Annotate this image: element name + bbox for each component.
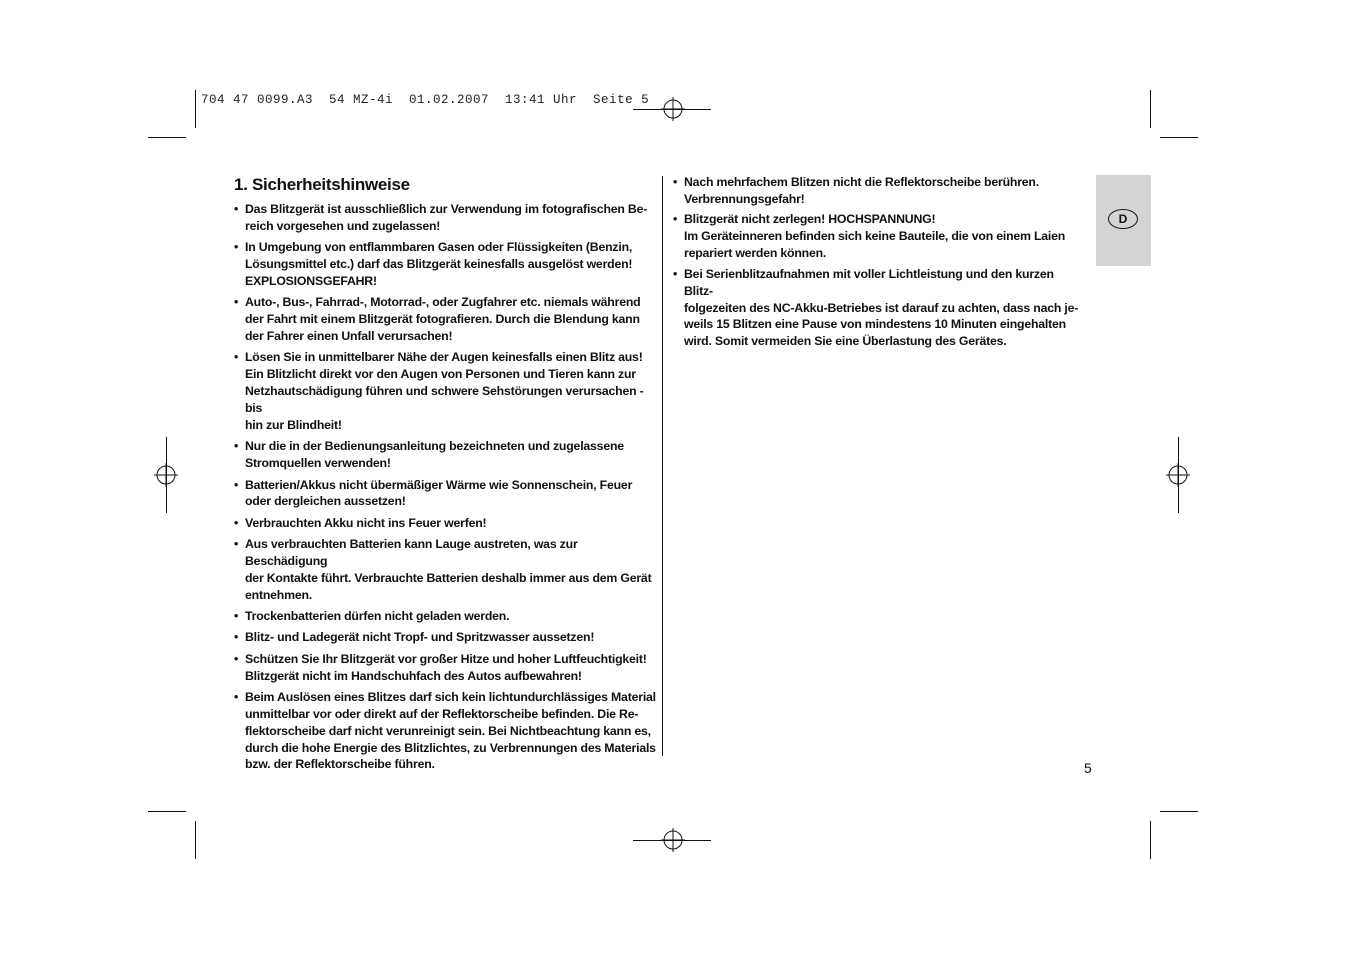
safety-item-line: Das Blitzgerät ist ausschließlich zur Verwendung im fotografischen Be- (245, 202, 648, 216)
safety-item (234, 438, 660, 472)
bullet-icon: • (234, 439, 239, 454)
crop-mark (1160, 137, 1198, 138)
language-tab (1096, 175, 1151, 266)
safety-item-line: Batterien/Akkus nicht übermäßiger Wärme wie Sonnenschein, Feuer (245, 477, 633, 492)
bullet-icon: • (234, 477, 239, 492)
safety-item-line: Auto-, Bus-, Fahrrad-, Motorrad-, oder Zugfahrer etc. niemals während (245, 295, 641, 310)
safety-item-line: repariert werden können. (684, 246, 827, 261)
right-column (673, 174, 1083, 354)
safety-item (673, 174, 1083, 208)
safety-item (234, 477, 660, 511)
crop-mark (1160, 811, 1198, 812)
bullet-icon: • (234, 689, 239, 704)
section-title: 1. Sicherheitshinweise (234, 175, 410, 194)
bullet-icon: • (234, 295, 239, 310)
bullet-icon: • (234, 240, 239, 255)
crop-mark (195, 821, 196, 859)
safety-item-line: Bei Serienblitzaufnahmen mit voller Lichtleistung und den kurzen Blitz- (684, 266, 1054, 298)
safety-item-line: Blitzgerät nicht zerlegen! HOCHSPANNUNG! (684, 212, 936, 227)
crop-mark (1150, 821, 1151, 859)
safety-item-line: folgezeiten des NC-Akku-Betriebes ist darauf zu achten, dass nach je- (684, 300, 1079, 315)
print-slug: 704 47 0099.A3 54 MZ-4i 01.02.2007 13:41 Uhr Seite 5 (201, 93, 650, 107)
bullet-icon: • (673, 175, 678, 189)
safety-item (234, 629, 660, 646)
safety-item-line: Lösen Sie in unmittelbarer Nähe der Augen keinesfalls einen Blitz aus! (245, 350, 643, 365)
crop-mark (1150, 90, 1151, 128)
bullet-icon: • (234, 350, 239, 365)
safety-item-line: Aus verbrauchten Batterien kann Lauge austreten, was zur Beschädigung (245, 537, 578, 568)
bullet-icon: • (234, 630, 239, 645)
page-number: 5 (1084, 760, 1092, 776)
bullet-icon: • (673, 212, 678, 227)
safety-item (234, 536, 660, 604)
safety-list-left (234, 201, 660, 773)
safety-item-line: In Umgebung von entflammbaren Gasen oder Flüssigkeiten (Benzin, (245, 240, 633, 255)
safety-item-line: bzw. der Reflektorscheibe führen. (245, 757, 435, 772)
bullet-icon: • (234, 515, 239, 530)
safety-item (234, 689, 660, 774)
safety-item-line: wird. Somit vermeiden Sie eine Überlastung des Gerätes. (684, 334, 1007, 349)
registration-mark-icon (661, 97, 685, 121)
safety-list-right (673, 174, 1083, 350)
safety-item-line: Im Geräteinneren befinden sich keine Bauteile, die von einem Laien (684, 229, 1066, 244)
safety-item-line: unmittelbar vor oder direkt auf der Reflektorscheibe befinden. Die Re- (245, 706, 639, 721)
safety-item-line: oder dergleichen aussetzen! (245, 494, 406, 509)
safety-item-line: Schützen Sie Ihr Blitzgerät vor großer Hitze und hoher Luftfeuchtigkeit! (245, 651, 647, 666)
safety-item-line: weils 15 Blitzen eine Pause von mindestens 10 Minuten eingehalten (684, 317, 1066, 332)
safety-item-line: EXPLOSIONSGEFAHR! (245, 274, 377, 289)
safety-item-line: hin zur Blindheit! (245, 418, 342, 433)
safety-item (673, 211, 1083, 262)
safety-item (673, 266, 1083, 351)
safety-item-line: flektorscheibe darf nicht verunreinigt sein. Bei Nichtbeachtung kann es, (245, 723, 651, 738)
registration-mark-icon (661, 828, 685, 852)
bullet-icon: • (234, 651, 239, 666)
bullet-icon: • (673, 266, 678, 281)
safety-item-line: Stromquellen verwenden! (245, 456, 391, 471)
registration-mark-icon (154, 463, 178, 487)
crop-mark (195, 90, 196, 128)
safety-item (234, 651, 660, 685)
safety-item (234, 239, 660, 290)
safety-item-line: der Fahrer einen Unfall verursachen! (245, 329, 453, 344)
safety-item (234, 608, 660, 625)
left-column (234, 173, 660, 778)
safety-item-line: Lösungsmittel etc.) darf das Blitzgerät keinesfalls ausgelöst werden! (245, 257, 633, 272)
safety-item-line: durch die hohe Energie des Blitzlichtes, zu Verbrennungen des Materials (245, 740, 656, 755)
safety-item-line: Nach mehrfachem Blitzen nicht die Reflektorscheibe berühren. (684, 175, 1039, 189)
safety-item-line: Blitz- und Ladegerät nicht Tropf- und Spritzwasser aussetzen! (245, 630, 595, 645)
safety-item-line: Trockenbatterien dürfen nicht geladen werden. (245, 609, 510, 624)
safety-item (234, 201, 660, 235)
bullet-icon: • (234, 609, 239, 624)
safety-item-line: reich vorgesehen und zugelassen! (245, 218, 441, 233)
safety-item-line: Ein Blitzlicht direkt vor den Augen von Personen und Tieren kann zur (245, 367, 636, 382)
column-divider (662, 176, 663, 756)
language-badge: D (1108, 209, 1138, 229)
bullet-icon: • (234, 537, 239, 552)
safety-item-line: Verbrennungsgefahr! (684, 191, 805, 206)
safety-item (234, 349, 660, 434)
safety-item (234, 515, 660, 532)
safety-item-line: der Kontakte führt. Verbrauchte Batterien deshalb immer aus dem Gerät (245, 570, 652, 585)
safety-item-line: der Fahrt mit einem Blitzgerät fotografieren. Durch die Blendung kann (245, 312, 640, 327)
safety-item-line: Verbrauchten Akku nicht ins Feuer werfen! (245, 515, 487, 530)
safety-item-line: entnehmen. (245, 587, 313, 602)
bullet-icon: • (234, 202, 239, 216)
safety-item-line: Nur die in der Bedienungsanleitung bezeichneten und zugelassene (245, 439, 624, 454)
safety-item-line: Blitzgerät nicht im Handschuhfach des Autos aufbewahren! (245, 668, 582, 683)
crop-mark (148, 811, 186, 812)
safety-item (234, 294, 660, 345)
crop-mark (148, 137, 186, 138)
safety-item-line: Beim Auslösen eines Blitzes darf sich kein lichtundurchlässiges Material (245, 689, 656, 704)
registration-mark-icon (1166, 463, 1190, 487)
safety-item-line: Netzhautschädigung führen und schwere Sehstörungen verursachen - bis (245, 384, 644, 416)
